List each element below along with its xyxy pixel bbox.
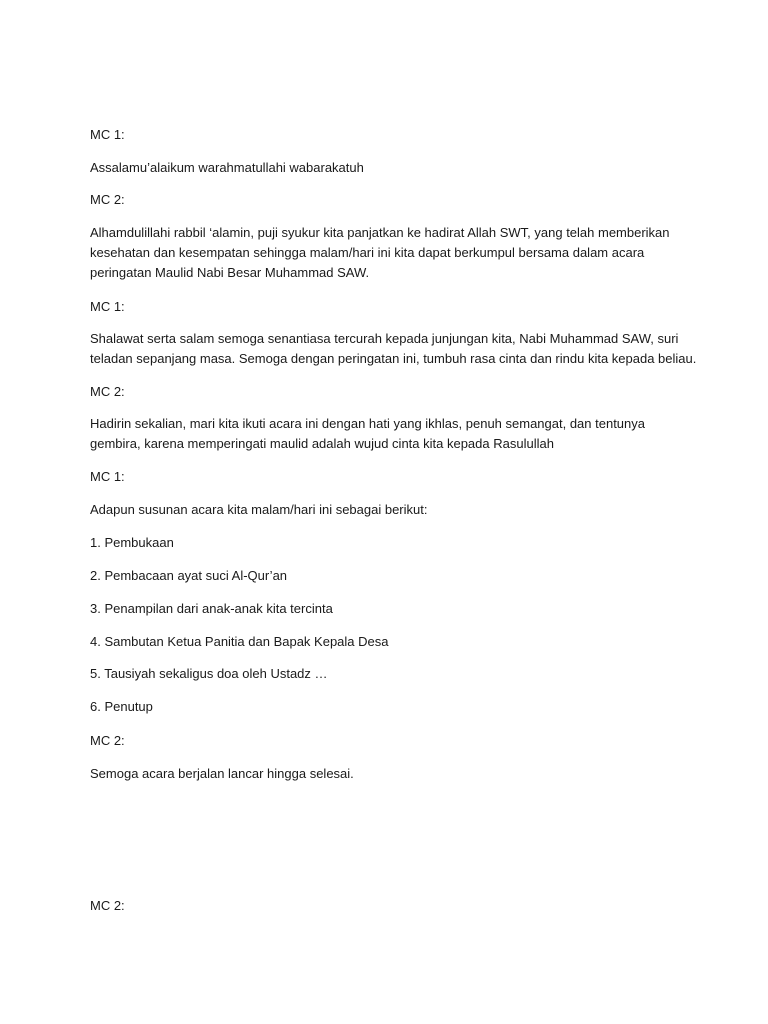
paragraph: Semoga acara berjalan lancar hingga selesai. [90,766,354,781]
agenda-item: 3. Penampilan dari anak-anak kita tercinta [90,601,333,616]
paragraph-line: Alhamdulillahi rabbil ‘alamin, puji syukur kita panjatkan ke hadirat Allah SWT, yang telah memberikan [90,225,670,240]
speaker-label: MC 1: [90,299,125,314]
paragraph: Adapun susunan acara kita malam/hari ini sebagai berikut: [90,502,428,517]
speaker-label: MC 2: [90,898,125,913]
agenda-item: 4. Sambutan Ketua Panitia dan Bapak Kepala Desa [90,634,389,649]
speaker-label: MC 1: [90,469,125,484]
paragraph-line: Hadirin sekalian, mari kita ikuti acara ini dengan hati yang ikhlas, penuh semangat, dan tentunya [90,416,646,431]
speaker-label: MC 1: [90,127,125,142]
agenda-item: 5. Tausiyah sekaligus doa oleh Ustadz … [90,666,328,681]
paragraph: Assalamu’alaikum warahmatullahi wabarakatuh [90,160,364,175]
paragraph [90,223,690,283]
paragraph [90,329,697,369]
paragraph-line: teladan sepanjang masa. Semoga dengan peringatan ini, tumbuh rasa cinta dan rindu kita kepada beliau. [90,351,697,366]
agenda-item: 1. Pembukaan [90,535,174,550]
paragraph-line: kesehatan dan kesempatan sehingga malam/hari ini kita dapat berkumpul bersama dalam acara [90,245,645,260]
agenda-item: 6. Penutup [90,699,153,714]
agenda-item: 2. Pembacaan ayat suci Al-Qur’an [90,568,288,583]
paragraph-line: gembira, karena memperingati maulid adalah wujud cinta kita kepada Rasulullah [90,436,554,451]
speaker-label: MC 2: [90,192,125,207]
speaker-label: MC 2: [90,733,125,748]
speaker-label: MC 2: [90,384,125,399]
paragraph-line: Shalawat serta salam semoga senantiasa tercurah kepada junjungan kita, Nabi Muhammad SAW, suri [90,331,679,346]
paragraph-line: peringatan Maulid Nabi Besar Muhammad SAW. [90,265,370,280]
paragraph [90,414,690,454]
